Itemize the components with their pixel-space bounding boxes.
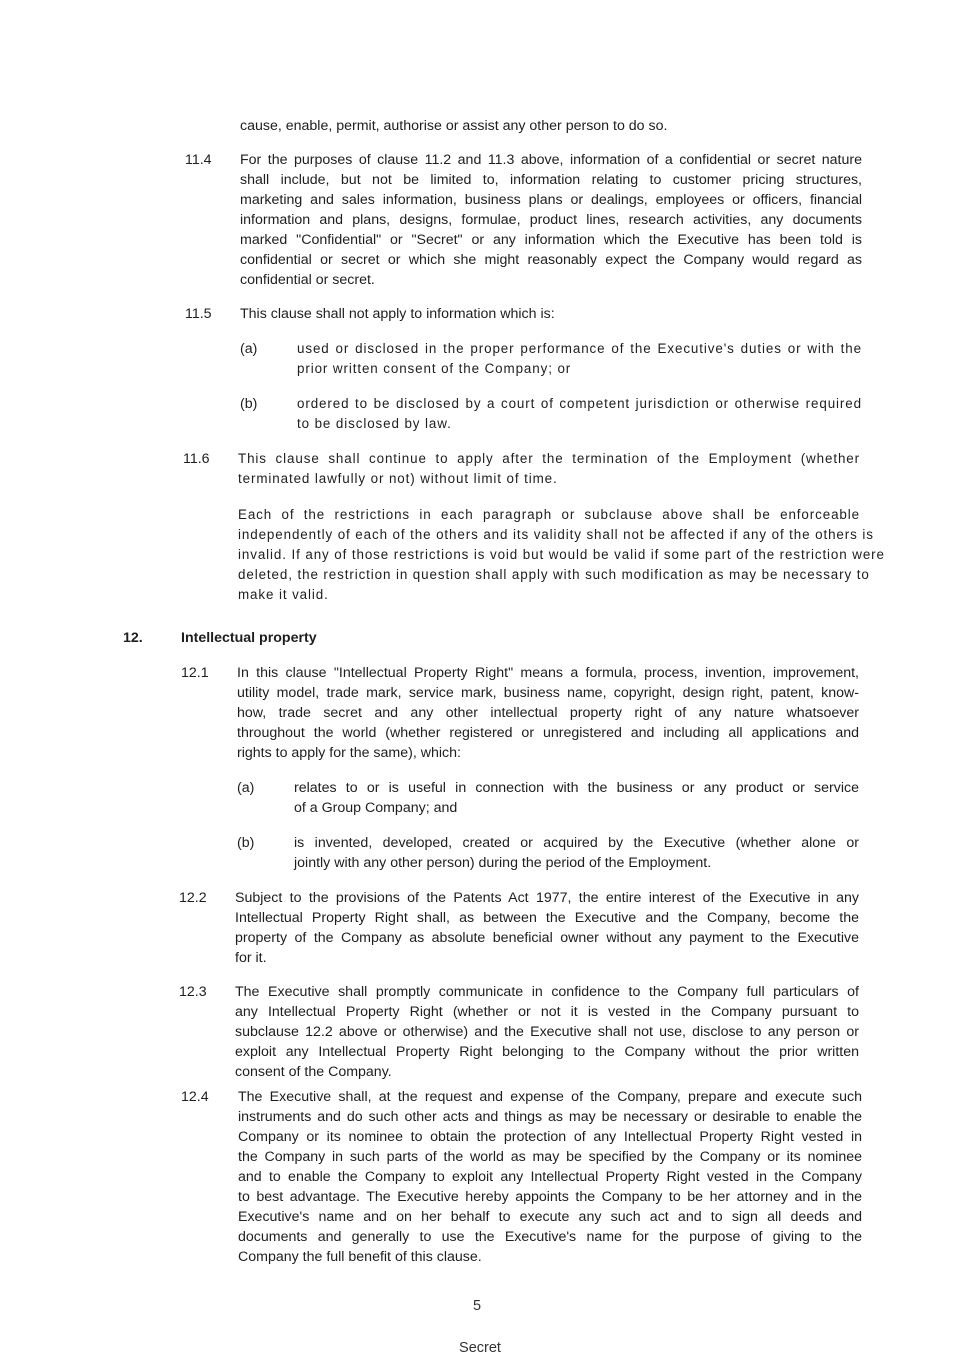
clause-number: 12.1 xyxy=(181,665,209,681)
clause-number: 11.5 xyxy=(185,306,212,322)
clause-number: 12.2 xyxy=(179,890,207,906)
clause-number: 11.4 xyxy=(185,152,212,168)
clause-number: 12.3 xyxy=(179,984,207,1000)
clause-11-4-text: For the purposes of clause 11.2 and 11.3 above, information of a confidential or secret nature shall include, but not be limited to, information relating to customer pricing structures, marketing and sales information, business plans or dealings, employees or officers, financial information and plans, designs, formulae, product lines, research activities, any documents marked "Confidential" or "Secret" or any information which the Executive has been told is confidential or secret or which she might reasonably expect the Company would regard as confidential or secret. xyxy=(240,152,862,288)
page-number: 5 xyxy=(472,1298,482,1314)
item-label: (b) xyxy=(240,396,258,412)
clause-12-1-item-b: is invented, developed, created or acquired by the Executive (whether alone or jointly with any other person) during the period of the Employment. xyxy=(294,835,859,871)
clause-11-6-text: This clause shall continue to apply after the termination of the Employment (whether terminated lawfully or not) without limit of time. xyxy=(238,451,860,486)
section-number: 12. xyxy=(123,630,143,646)
clause-number: 11.6 xyxy=(183,451,210,467)
clause-11-5-text: This clause shall not apply to information which is: xyxy=(240,306,555,322)
item-label: (b) xyxy=(237,835,255,851)
clause-11-6-paragraph: Each of the restrictions in each paragraph or subclause above shall be enforceable independently of each of the others and its validity shall not be affected if any of the others is invalid. If any of those restrictions is void but would be valid if some part of the restriction were deleted, the restriction in question shall apply with such modification as may be necessary to make it valid. xyxy=(238,507,885,602)
clause-11-5-item-a: used or disclosed in the proper performance of the Executive's duties or with the prior written consent of the Company; or xyxy=(297,341,862,376)
clause-12-2-text: Subject to the provisions of the Patents Act 1977, the entire interest of the Executive in any Intellectual Property Right shall, as between the Executive and the Company, become the property of the Company as absolute beneficial owner without any payment to the Executive for it. xyxy=(235,890,859,966)
section-title: Intellectual property xyxy=(181,630,317,646)
clause-11-5-item-b: ordered to be disclosed by a court of competent jurisdiction or otherwise required to be disclosed by law. xyxy=(297,396,862,431)
item-label: (a) xyxy=(237,780,255,796)
classification-label: Secret xyxy=(459,1340,501,1356)
clause-12-4-text: The Executive shall, at the request and expense of the Company, prepare and execute such instruments and do such other acts and things as may be necessary or desirable to enable the Company or its nominee to obtain the protection of any Intellectual Property Right vested in the Company in such parts of the world as may be specified by the Company or its nominee and to enable the Company to exploit any Intellectual Property Right vested in the Company to best advantage. The Executive hereby appoints the Company to be her attorney and in the Executive's name and on her behalf to execute any such act and to sign all deeds and documents and generally to use the Executive's name for the purpose of giving to the Company the full benefit of this clause. xyxy=(238,1089,862,1265)
continuation-text: cause, enable, permit, authorise or assist any other person to do so. xyxy=(240,118,668,134)
item-label: (a) xyxy=(240,341,258,357)
clause-number: 12.4 xyxy=(181,1089,209,1105)
clause-12-1-item-a: relates to or is useful in connection with the business or any product or service of a Group Company; and xyxy=(294,780,859,816)
clause-12-1-text: In this clause "Intellectual Property Right" means a formula, process, invention, improvement, utility model, trade mark, service mark, business name, copyright, design right, patent, know- how, trade secret and any other intellectual property right of any nature whatsoever throughout the world (whether registered or unregistered and including all applications and rights to apply for the same), which: xyxy=(237,665,859,761)
clause-12-3-text: The Executive shall promptly communicate in confidence to the Company full particulars of any Intellectual Property Right (whether or not it is vested in the Company pursuant to subclause 12.2 above or otherwise) and the Executive shall not use, disclose to any person or exploit any Intellectual Property Right belonging to the Company without the prior written consent of the Company. xyxy=(235,984,859,1080)
